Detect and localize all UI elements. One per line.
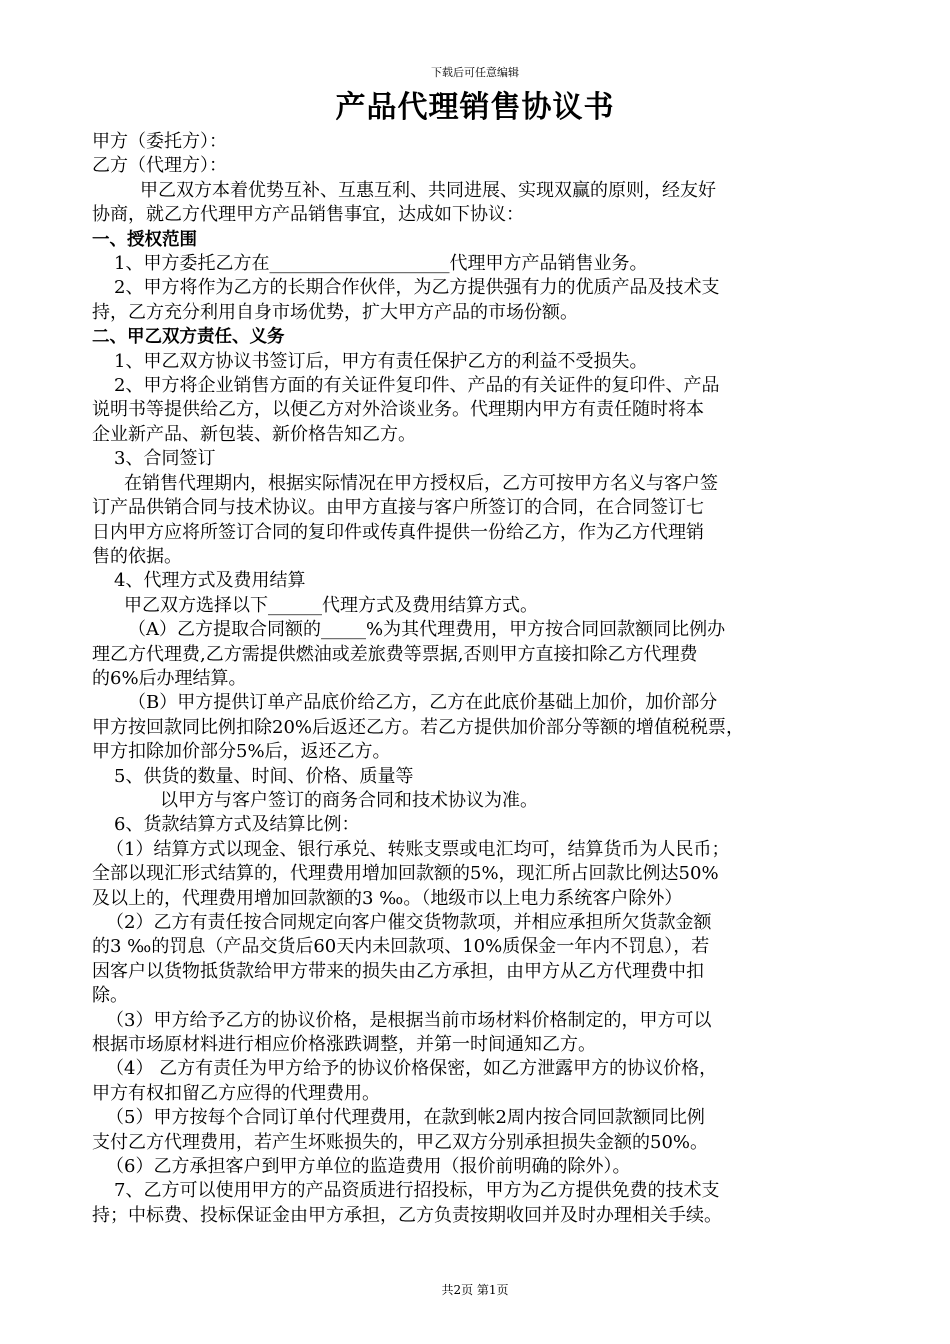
body-line: 理乙方代理费,乙方需提供燃油或差旅费等票据,否则甲方直接扣除乙方代理费 (92, 643, 698, 665)
body-line: 3、合同签订 (114, 448, 216, 470)
body-line: 甲方扣除加价部分5%后，返还乙方。 (92, 741, 391, 763)
body-line: 说明书等提供给乙方，以便乙方对外洽谈业务。代理期内甲方有责任随时将本 (92, 399, 704, 421)
header-note: 下载后可任意编辑 (431, 66, 519, 79)
body-line: 订产品供销合同与技术协议。由甲方直接与客户所签订的合同，在合同签订七 (92, 497, 704, 519)
body-line: 售的依据。 (92, 545, 182, 567)
body-line: 7、乙方可以使用甲方的产品资质进行招投标，甲方为乙方提供免费的技术支 (114, 1180, 720, 1202)
body-line: 乙方（代理方）： (92, 155, 227, 177)
body-line: （4） 乙方有责任为甲方给予的协议价格保密，如乙方泄露甲方的协议价格， (106, 1058, 718, 1080)
body-line: 甲方有权扣留乙方应得的代理费用。 (92, 1082, 380, 1104)
body-line: 2、甲方将作为乙方的长期合作伙伴，为乙方提供强有力的优质产品及技术支 (114, 277, 720, 299)
body-line: 全部以现汇形式结算的，代理费用增加回款额的5%，现汇所占回款比例达50% (92, 863, 719, 885)
body-line: 日内甲方应将所签订合同的复印件或传真件提供一份给乙方，作为乙方代理销 (92, 521, 704, 543)
body-line: 1、甲方委托乙方在____________________代理甲方产品销售业务。 (114, 253, 648, 275)
body-line: 6、货款结算方式及结算比例： (114, 814, 360, 836)
body-line: 的3 ‰的罚息（产品交货后60天内未回款项、10%质保金一年内不罚息），若 (92, 936, 710, 958)
body-line: （2）乙方有责任按合同规定向客户催交货物款项，并相应承担所欠货款金额 (106, 912, 712, 933)
body-line: 甲方（委托方）： (92, 131, 227, 152)
body-line: （3）甲方给予乙方的协议价格，是根据当前市场材料价格制定的，甲方可以 (106, 1009, 712, 1031)
body-line: 协商，就乙方代理甲方产品销售事宜，达成如下协议： (92, 204, 524, 226)
body-line: 持，乙方充分利用自身市场优势，扩大甲方产品的市场份额。 (92, 301, 578, 323)
body-line: 1、甲乙双方协议书签订后，甲方有责任保护乙方的利益不受损失。 (114, 350, 648, 372)
body-line: （A）乙方提取合同额的_____%为其代理费用，甲方按合同回款额同比例办 (128, 619, 726, 641)
body-line: 甲方按回款同比例扣除20%后返还乙方。若乙方提供加价部分等额的增值税税票， (92, 716, 745, 738)
body-line: （5）甲方按每个合同订单付代理费用，在款到帐2周内按合同回款额同比例 (106, 1107, 705, 1129)
body-line: （6）乙方承担客户到甲方单位的监造费用（报价前明确的除外）。 (106, 1156, 631, 1178)
body-line: 4、代理方式及费用结算 (114, 570, 306, 592)
agreement-body (92, 130, 882, 1228)
body-line: 及以上的，代理费用增加回款额的3 ‰。（地级市以上电力系统客户除外） (92, 887, 683, 909)
page-footer: 共2页 第1页 (441, 1283, 509, 1297)
body-line: 在销售代理期内，根据实际情况在甲方授权后，乙方可按甲方名义与客户签 (124, 472, 718, 494)
body-line: 2、甲方将企业销售方面的有关证件复印件、产品的有关证件的复印件、产品 (114, 375, 720, 397)
document-title: 产品代理销售协议书 (335, 90, 615, 125)
body-line: 持；中标费、投标保证金由甲方承担，乙方负责按期收回并及时办理相关手续。 (92, 1204, 722, 1226)
body-line: 支付乙方代理费用，若产生坏账损失的，甲乙双方分别承担损失金额的50%。 (92, 1131, 709, 1153)
body-line: （B）甲方提供订单产品底价给乙方，乙方在此底价基础上加价，加价部分 (128, 692, 718, 714)
body-line: 企业新产品、新包装、新价格告知乙方。 (92, 423, 416, 445)
body-line: 5、供货的数量、时间、价格、质量等 (114, 765, 414, 787)
body-line: 甲乙双方本着优势互补、互惠互利、共同进展、实现双赢的原则，经友好 (140, 179, 716, 201)
body-line: 甲乙双方选择以下______代理方式及费用结算方式。 (124, 594, 538, 616)
body-line: 以甲方与客户签订的商务合同和技术协议为准。 (160, 789, 538, 811)
body-line: （1）结算方式以现金、银行承兑、转账支票或电汇均可，结算货币为人民币； (106, 838, 730, 860)
body-line: 除。 (92, 985, 128, 1007)
section-heading: 二、甲乙双方责任、义务 (92, 327, 285, 348)
body-line: 的6%后办理结算。 (92, 667, 247, 689)
body-line: 因客户以货物抵货款给甲方带来的损失由乙方承担，由甲方从乙方代理费中扣 (92, 960, 704, 982)
section-heading: 一、授权范围 (92, 229, 197, 250)
body-line: 根据市场原材料进行相应价格涨跌调整，并第一时间通知乙方。 (92, 1034, 596, 1056)
